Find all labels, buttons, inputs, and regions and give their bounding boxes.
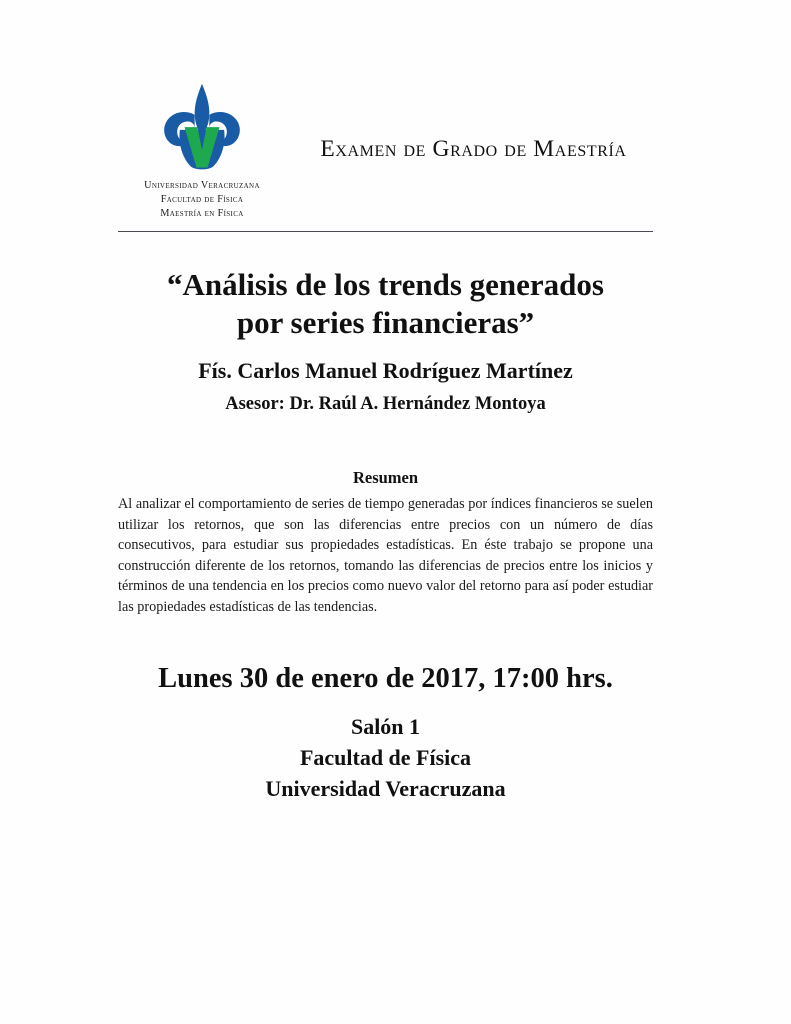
institution-line-program: Maestría en Física	[160, 208, 244, 220]
document-header	[118, 82, 653, 232]
thesis-title-line-2: por series financieras”	[236, 305, 535, 340]
event-venue	[118, 711, 653, 804]
thesis-title-line-1: “Análisis de los trends generados	[167, 267, 604, 302]
institution-line-university: Universidad Veracruzana	[144, 180, 260, 191]
venue-faculty: Facultad de Física	[299, 745, 472, 770]
abstract-heading: Resumen	[352, 468, 419, 487]
abstract-paragraph: Al analizar el comportamiento de series de tiempo generadas por índices financieros se suelen utilizar los retornos, que son las diferencias entre precios con un número de días consecutivos, para estudiar sus propiedades estadísticas. En éste trabajo se propone una construcción diferente de los retornos, tomando las diferencias de precios entre los inicios y términos de una tendencia en los precios como nuevo valor del retorno para así poder estudiar las propiedades estadísticas de las tendencias.	[118, 496, 653, 615]
abstract-body	[118, 494, 653, 618]
venue-university: Universidad Veracruzana	[265, 776, 506, 801]
institution-line-faculty: Facultad de Física	[160, 194, 244, 206]
institution-block	[118, 179, 286, 222]
thesis-title	[118, 266, 653, 342]
universidad-veracruzana-logo-icon	[156, 82, 248, 174]
advisor-name: Asesor: Dr. Raúl A. Hernández Montoya	[225, 394, 546, 414]
event-date: Lunes 30 de enero de 2017, 17:00 hrs.	[158, 663, 613, 694]
page-title: Examen de Grado de Maestría	[320, 136, 627, 162]
author-name: Fís. Carlos Manuel Rodríguez Martínez	[198, 358, 573, 383]
venue-room: Salón 1	[350, 714, 421, 739]
header-divider	[118, 231, 653, 232]
